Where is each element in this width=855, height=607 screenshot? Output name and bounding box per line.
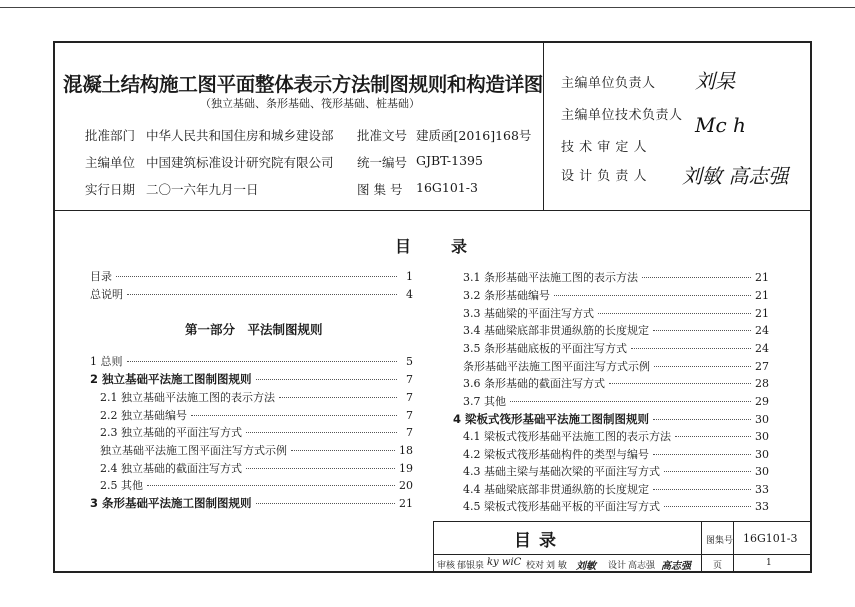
toc-entry-label: 独立基础平法施工图平面注写方式示例 [100, 444, 287, 457]
toc-leader-dots [116, 276, 397, 277]
toc-entry[interactable] [90, 286, 413, 301]
toc-leader-dots [598, 313, 751, 314]
toc-leader-dots [246, 432, 397, 433]
toc-leader-dots [191, 415, 397, 416]
toc-leader-dots [654, 366, 751, 367]
toc-entry[interactable] [463, 358, 769, 373]
title-block-divider [434, 554, 811, 555]
toc-entry-label: 3.7 其他 [463, 395, 506, 408]
title-block [433, 521, 811, 572]
signer-role-chief: 主编单位负责人 [561, 76, 656, 91]
designer-name: 高志强 [628, 561, 656, 571]
toc-entry-page: 4 [406, 288, 413, 301]
toc-leader-dots [147, 485, 395, 486]
toc-entry[interactable] [90, 268, 413, 283]
toc-entry-page: 24 [755, 324, 769, 337]
info-label-approver: 批准部门 [85, 128, 136, 143]
toc-leader-dots [127, 361, 398, 362]
toc-entry[interactable] [463, 322, 769, 337]
toc-entry[interactable] [100, 442, 413, 457]
toc-leader-dots [256, 379, 397, 380]
check-label: 校对 [526, 561, 545, 571]
toc-leader-dots [291, 450, 395, 451]
toc-leader-dots [653, 454, 751, 455]
checker-signature: 刘敏 [576, 561, 596, 572]
review-label: 审核 [437, 561, 456, 571]
toc-entry-page: 21 [755, 289, 769, 302]
toc-entry-label: 4.2 梁板式筏形基础构件的类型与编号 [463, 448, 649, 461]
reviewer-name: 郁银泉 [457, 561, 485, 571]
atlas-no-label: 图集号 [706, 536, 734, 546]
toc-entry[interactable] [453, 411, 769, 426]
info-value-unified-no: GJBT-1395 [416, 153, 483, 168]
signer-role-review: 技 术 审 定 人 [561, 140, 648, 155]
toc-entry-page: 30 [755, 413, 769, 426]
toc-entry[interactable] [100, 407, 413, 422]
toc-leader-dots [127, 294, 397, 295]
toc-entry-label: 1 总则 [90, 355, 123, 368]
top-rule [0, 7, 855, 8]
info-value-atlas-no: 16G101-3 [416, 180, 478, 195]
toc-entry-page: 33 [755, 483, 769, 496]
toc-leader-dots [653, 330, 751, 331]
atlas-no-value: 16G101-3 [743, 532, 798, 545]
toc-entry-page: 27 [755, 360, 769, 373]
toc-entry-label: 2.3 独立基础的平面注写方式 [100, 426, 242, 439]
toc-entry[interactable] [463, 305, 769, 320]
toc-entry-label: 2 独立基础平法施工图制图规则 [90, 372, 252, 386]
toc-entry-label: 3 条形基础平法施工图制图规则 [90, 496, 252, 510]
header-divider [543, 43, 544, 210]
toc-entry-label: 2.2 独立基础编号 [100, 409, 187, 422]
toc-entry[interactable] [90, 495, 413, 510]
toc-leader-dots [510, 401, 751, 402]
toc-entry-page: 30 [755, 448, 769, 461]
toc-entry[interactable] [100, 460, 413, 475]
signature-tech: Mc h [695, 113, 746, 137]
toc-entry-page: 5 [406, 355, 413, 368]
drawing-frame [53, 41, 812, 573]
toc-leader-dots [653, 419, 751, 420]
toc-entry[interactable] [463, 498, 769, 513]
designer-signature: 高志强 [661, 561, 691, 572]
toc-entry[interactable] [463, 428, 769, 443]
checker-name: 刘 敏 [546, 561, 567, 571]
toc-entry[interactable] [463, 375, 769, 390]
toc-entry-page: 7 [406, 391, 413, 404]
toc-entry[interactable] [463, 269, 769, 284]
info-value-approval-no: 建质函[2016]168号 [416, 128, 532, 143]
toc-entry[interactable] [100, 389, 413, 404]
toc-entry-label: 4.4 基础梁底部非贯通纵筋的长度规定 [463, 483, 649, 496]
toc-entry[interactable] [463, 446, 769, 461]
toc-entry-label: 4.3 基础主梁与基础次梁的平面注写方式 [463, 465, 660, 478]
toc-entry-page: 30 [755, 465, 769, 478]
toc-entry-label: 2.5 其他 [100, 479, 143, 492]
info-value-editor: 中国建筑标准设计研究院有限公司 [146, 155, 334, 170]
reviewer-signature: ky wiC [487, 557, 522, 568]
toc-entry-page: 30 [755, 430, 769, 443]
toc-leader-dots [279, 397, 397, 398]
toc-entry-label: 3.3 基础梁的平面注写方式 [463, 307, 594, 320]
toc-entry[interactable] [90, 371, 413, 386]
toc-entry-page: 33 [755, 500, 769, 513]
toc-leader-dots [664, 506, 751, 507]
toc-entry-label: 3.1 条形基础平法施工图的表示方法 [463, 271, 638, 284]
title-block-vline-1 [701, 522, 702, 572]
toc-entry-page: 21 [755, 271, 769, 284]
toc-entry-page: 21 [755, 307, 769, 320]
toc-entry[interactable] [100, 477, 413, 492]
toc-entry-label: 2.1 独立基础平法施工图的表示方法 [100, 391, 275, 404]
toc-entry-label: 3.4 基础梁底部非贯通纵筋的长度规定 [463, 324, 649, 337]
toc-entry-page: 20 [399, 479, 413, 492]
toc-entry-page: 1 [406, 270, 413, 283]
toc-entry[interactable] [463, 393, 769, 408]
info-label-approval-no: 批准文号 [357, 128, 408, 143]
toc-entry[interactable] [463, 287, 769, 302]
toc-entry-label: 2.4 独立基础的截面注写方式 [100, 462, 242, 475]
toc-entry-label: 目录 [90, 270, 112, 283]
atlas-title: 混凝土结构施工图平面整体表示方法制图规则和构造详图 [63, 73, 544, 96]
toc-entry[interactable] [100, 424, 413, 439]
toc-entry[interactable] [463, 340, 769, 355]
toc-entry-page: 18 [399, 444, 413, 457]
info-label-unified-no: 统一编号 [357, 155, 408, 170]
info-label-atlas-no: 图 集 号 [357, 182, 403, 197]
part1-title: 第一部分 平法制图规则 [185, 322, 323, 337]
info-label-editor: 主编单位 [85, 155, 136, 170]
toc-entry-page: 28 [755, 377, 769, 390]
toc-leader-dots [554, 295, 751, 296]
design-label: 设计 [608, 561, 627, 571]
toc-entry[interactable] [90, 353, 413, 368]
info-value-date: 二〇一六年九月一日 [146, 182, 259, 197]
signature-design: 刘敏 高志强 [682, 164, 789, 188]
toc-entry-label: 4.5 梁板式筏形基础平板的平面注写方式 [463, 500, 660, 513]
toc-entry-page: 24 [755, 342, 769, 355]
signer-role-design: 设 计 负 责 人 [561, 169, 648, 184]
toc-leader-dots [256, 503, 395, 504]
page-number: 1 [766, 558, 772, 568]
title-block-vline-2 [733, 522, 734, 572]
toc-entry-label: 3.5 条形基础底板的平面注写方式 [463, 342, 627, 355]
toc-leader-dots [609, 383, 751, 384]
info-value-approver: 中华人民共和国住房和城乡建设部 [146, 128, 334, 143]
toc-entry-page: 29 [755, 395, 769, 408]
toc-entry-page: 7 [406, 373, 413, 386]
toc-entry[interactable] [463, 463, 769, 478]
toc-leader-dots [675, 436, 751, 437]
header-block [55, 43, 810, 211]
toc-title-left: 目 [395, 237, 412, 256]
signer-role-tech: 主编单位技术负责人 [561, 108, 683, 123]
toc-entry-page: 21 [399, 497, 413, 510]
toc-entry-label: 4.1 梁板式筏形基础平法施工图的表示方法 [463, 430, 671, 443]
title-block-title: 目录 [514, 531, 564, 551]
toc-entry[interactable] [463, 481, 769, 496]
toc-leader-dots [653, 489, 751, 490]
toc-entry-label: 3.6 条形基础的截面注写方式 [463, 377, 605, 390]
toc-entry-label: 条形基础平法施工图平面注写方式示例 [463, 360, 650, 373]
toc-leader-dots [642, 277, 751, 278]
info-label-date: 实行日期 [85, 182, 136, 197]
page-label: 页 [713, 561, 723, 571]
toc-title-right: 录 [451, 237, 468, 256]
toc-leader-dots [664, 471, 751, 472]
toc-entry-label: 3.2 条形基础编号 [463, 289, 550, 302]
toc-entry-page: 7 [406, 409, 413, 422]
toc-entry-label: 4 梁板式筏形基础平法施工图制图规则 [453, 412, 650, 426]
toc-entry-page: 7 [406, 426, 413, 439]
toc-entry-label: 总说明 [90, 288, 123, 301]
atlas-subtitle: （独立基础、条形基础、筏形基础、桩基础） [200, 97, 420, 110]
signature-chief: 刘杲 [695, 69, 735, 93]
toc-leader-dots [246, 468, 395, 469]
toc-entry-page: 19 [399, 462, 413, 475]
toc-leader-dots [631, 348, 751, 349]
